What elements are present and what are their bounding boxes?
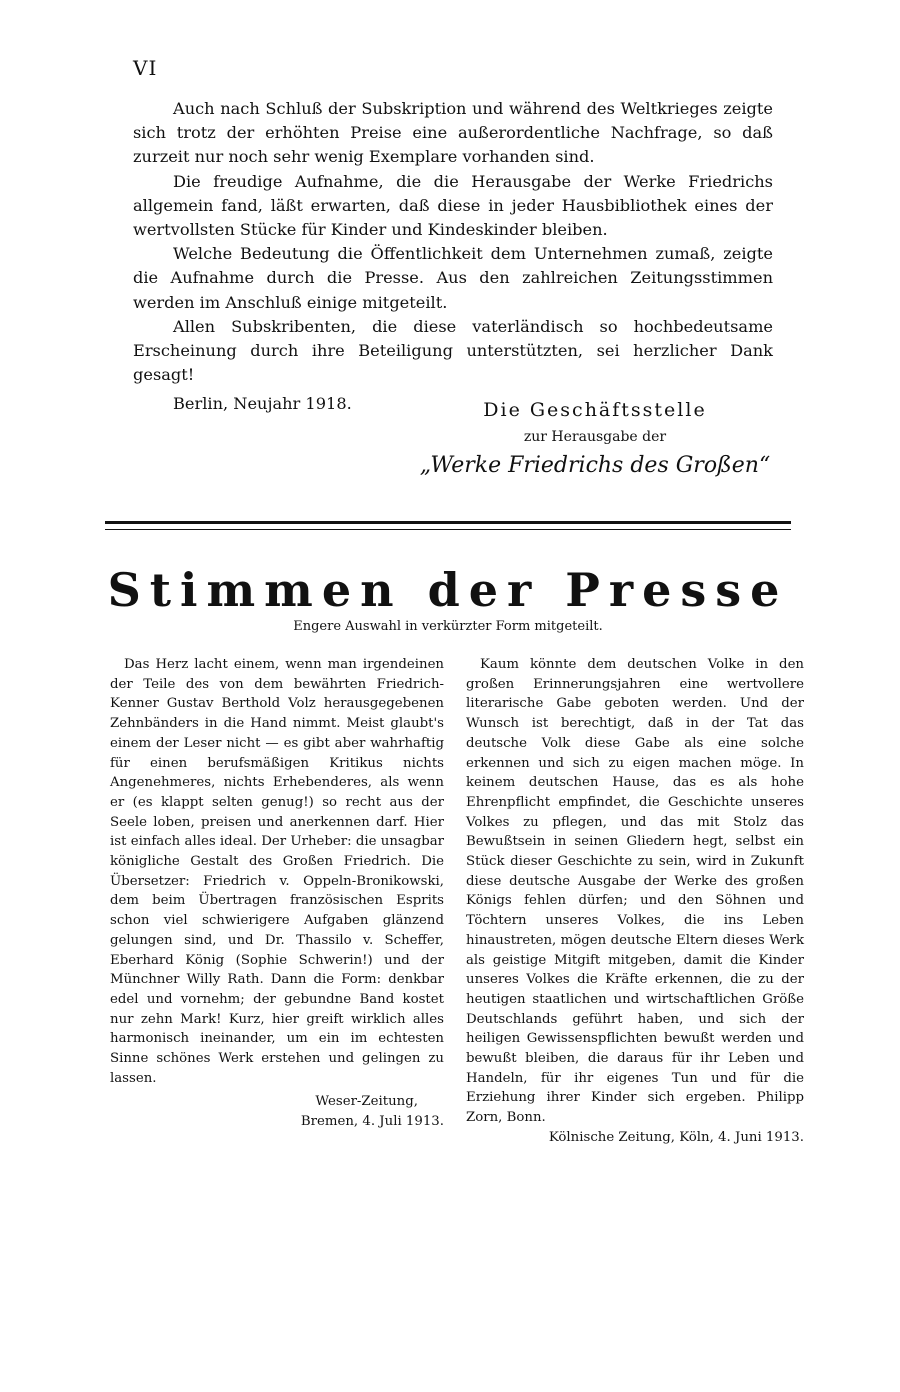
intro-paragraph: Welche Bedeutung die Öffentlichkeit dem Unternehmen zumaß, zeigte die Aufnahme durch die Presse. Aus den zahlreichen Zeitungsstimmen werden im Anschluß einige mitgeteilt. <box>133 244 773 312</box>
intro-paragraph: Die freudige Aufnahme, die die Herausgabe der Werke Friedrichs allgemein fand, läßt erwarten, daß diese in jeder Hausbibliothek eines der wertvollsten Stücke für Kinder und Kindeskinder bleiben. <box>133 171 773 240</box>
signature-block <box>400 396 790 482</box>
intro-paragraph: Allen Subskribenten, die diese vaterländisch so hochbedeutsame Erscheinung durch ihre Beteiligung unterstützten, sei herzlicher Dank gesagt! <box>133 316 773 385</box>
divider-thin <box>105 529 791 530</box>
date-line: Berlin, Neujahr 1918. <box>173 394 352 414</box>
quote-text: Kaum könnte dem deutschen Volke in den großen Erinnerungsjahren eine wertvollere literarische Gabe geboten werden. Und der Wunsch ist berechtigt, daß in der Tat das deutsche Volk diese Gabe als eine solche erkennen und sich zu eigen machen möge. In keinem deutschen Hause, das es als hohe Ehrenpflicht empfindet, die Geschichte unseres Volkes zu pflegen, und das mit Stolz das Bewußtsein in seinen Gliedern hegt, selbst ein Stück dieser Geschichte zu sein, wird in Zukunft diese deutsche Ausgabe der Werke des großen Königs fehlen dürfen; und den Söhnen und Töchtern unseres Volkes, die ins Leben hinaustreten, mögen deutsche Eltern dieses Werk als geistige Mitgift mitgeben, damit die Kinder unseres Volkes die Kräfte erkennen, die zu der heutigen staatlichen und wirtschaftlichen Größe Deutschlands geführt haben, und sich der heiligen Gewissenspflichten bewußt werden und bewußt bleiben, die daraus für ihr Leben und Handeln, für ihr eigenes Tun und für die Erziehung ihrer Kinder sich ergeben. Philipp Zorn, Bonn. <box>466 657 804 1126</box>
intro-text <box>133 97 773 417</box>
press-quote-left <box>110 655 444 1132</box>
signature-work-title: „Werke Friedrichs des Großen“ <box>419 453 771 478</box>
signature-office: Die Geschäftsstelle <box>483 399 707 421</box>
page-number: VI <box>133 56 158 80</box>
section-title: Stimmen der Presse <box>107 563 789 617</box>
signature-purpose: zur Herausgabe der <box>523 429 667 445</box>
press-quote-right <box>466 655 804 1148</box>
intro-paragraph: Auch nach Schluß der Subskription und während des Weltkrieges zeigte sich trotz der erhöhten Preise eine außerordentliche Nachfrage, so daß zurzeit nur noch sehr wenig Exemplare vorhanden sind. <box>133 99 773 167</box>
divider-thick <box>105 521 791 524</box>
quote-text: Das Herz lacht einem, wenn man irgendeinen der Teile des von dem bewährten Friedrich-Kenner Gustav Berthold Volz herausgegebenen Zehnbänders in die Hand nimmt. Meist glaubt's einem der Leser nicht — es gibt aber wahrhaftig für einen berufsmäßigen Kritikus nichts Angenehmeres, nichts Erhebenderes, als wenn er (es klappt selten genug!) so recht aus der Seele loben, preisen und anerkennen darf. Hier ist einfach alles ideal. Der Urheber: die unsagbar königliche Gestalt des Großen Friedrich. Die Übersetzer: Friedrich v. Oppeln-Bronikowski, dem beim Übertragen französischen Esprits schon viel schwierigere Aufgaben glänzend gelungen sind, und Dr. Thassilo v. Scheffer, Eberhard König (Sophie Schwerin!) und der Münchner Willy Rath. Dann die Form: denkbar edel und vornehm; der gebundne Band kostet nur zehn Mark! Kurz, hier greift wirklich alles harmonisch ineinander, um ein im echtesten Sinne schönes Werk erstehen und gelingen zu lassen. <box>110 657 444 1086</box>
quote-source-newspaper: Kölnische Zeitung, Köln, 4. Juni 1913. <box>548 1129 804 1145</box>
section-subtitle: Engere Auswahl in verkürzter Form mitgeteilt. <box>293 619 603 634</box>
quote-source-date: Bremen, 4. Juli 1913. <box>300 1114 444 1130</box>
quote-source-newspaper: Weser-Zeitung, <box>315 1094 418 1110</box>
